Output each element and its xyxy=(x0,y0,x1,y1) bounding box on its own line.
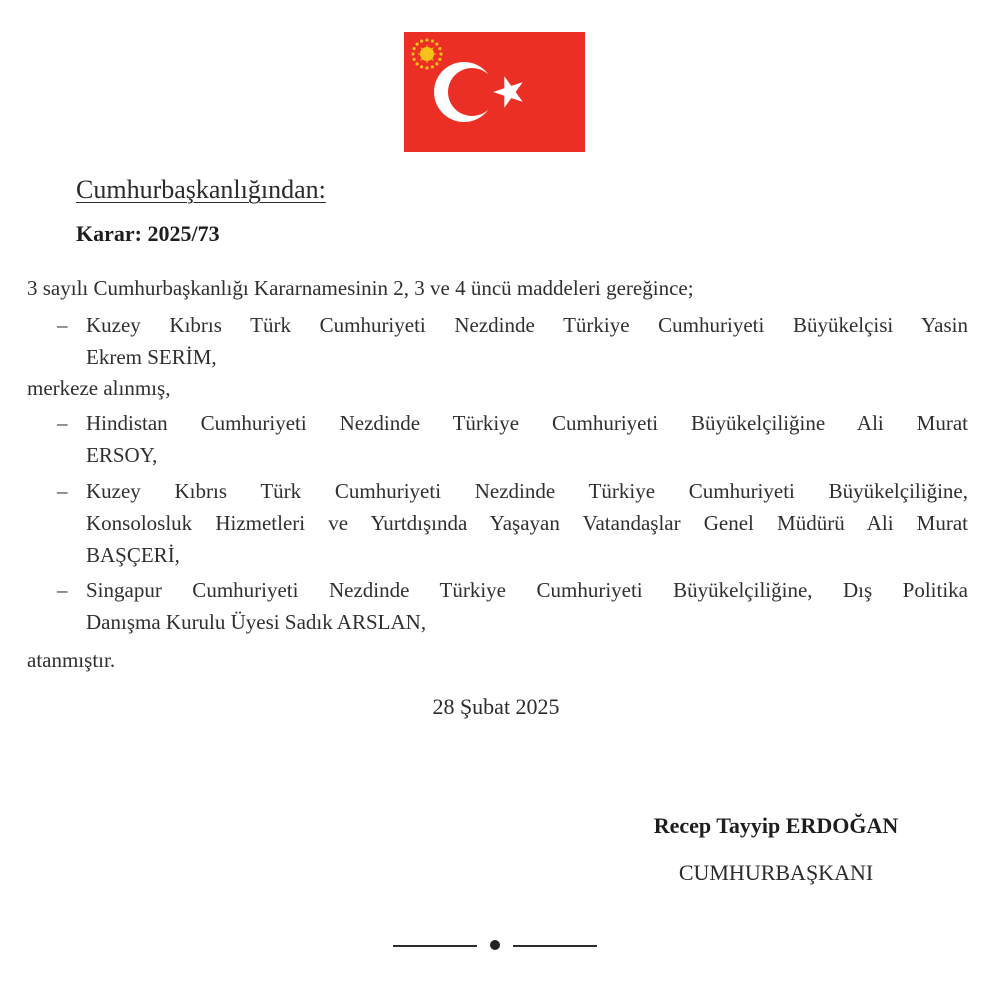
appoint-verb: atanmıştır. xyxy=(27,648,116,672)
decision-date: 28 Şubat 2025 xyxy=(432,694,560,719)
decision-number: Karar: 2025/73 xyxy=(76,221,220,246)
recall-verb: merkeze alınmış, xyxy=(27,376,171,400)
appoint-item-line-1: Hindistan Cumhuriyeti Nezdinde Türkiye Cumhuriyeti Büyükelçiliğine Ali Murat xyxy=(86,411,968,435)
preamble-text: 3 sayılı Cumhurbaşkanlığı Kararnamesinin 2, 3 ve 4 üncü maddeleri gereğince; xyxy=(27,276,694,300)
signatory-name: Recep Tayyip ERDOĞAN xyxy=(653,813,899,838)
crescent-star-icon xyxy=(404,32,585,152)
appoint-item-line-1: Kuzey Kıbrıs Türk Cumhuriyeti Nezdinde Türkiye Cumhuriyeti Büyükelçiliğine, xyxy=(86,479,968,503)
signatory-title: CUMHURBAŞKANI xyxy=(678,860,874,885)
appoint-item-line-1: Singapur Cumhuriyeti Nezdinde Türkiye Cumhuriyeti Büyükelçiliğine, Dış Politika xyxy=(86,578,968,602)
list-dash: – xyxy=(57,479,68,503)
presidential-flag-emblem xyxy=(404,32,585,152)
appoint-item-line-2: ERSOY, xyxy=(86,443,158,467)
list-dash: – xyxy=(57,411,68,435)
footer-divider-left xyxy=(393,945,477,947)
recall-item-line-2: Ekrem SERİM, xyxy=(86,345,217,369)
appoint-item-line-3: BAŞÇERİ, xyxy=(86,543,180,567)
footer-divider-dot xyxy=(490,940,500,950)
list-dash: – xyxy=(57,578,68,602)
footer-divider-right xyxy=(513,945,597,947)
list-dash: – xyxy=(57,313,68,337)
appoint-item-line-2: Danışma Kurulu Üyesi Sadık ARSLAN, xyxy=(86,610,427,634)
recall-item-line-1: Kuzey Kıbrıs Türk Cumhuriyeti Nezdinde Türkiye Cumhuriyeti Büyükelçisi Yasin xyxy=(86,313,968,337)
appoint-item-line-2: Konsolosluk Hizmetleri ve Yurtdışında Yaşayan Vatandaşlar Genel Müdürü Ali Murat xyxy=(86,511,968,535)
issuer-heading: Cumhurbaşkanlığından: xyxy=(76,175,326,204)
